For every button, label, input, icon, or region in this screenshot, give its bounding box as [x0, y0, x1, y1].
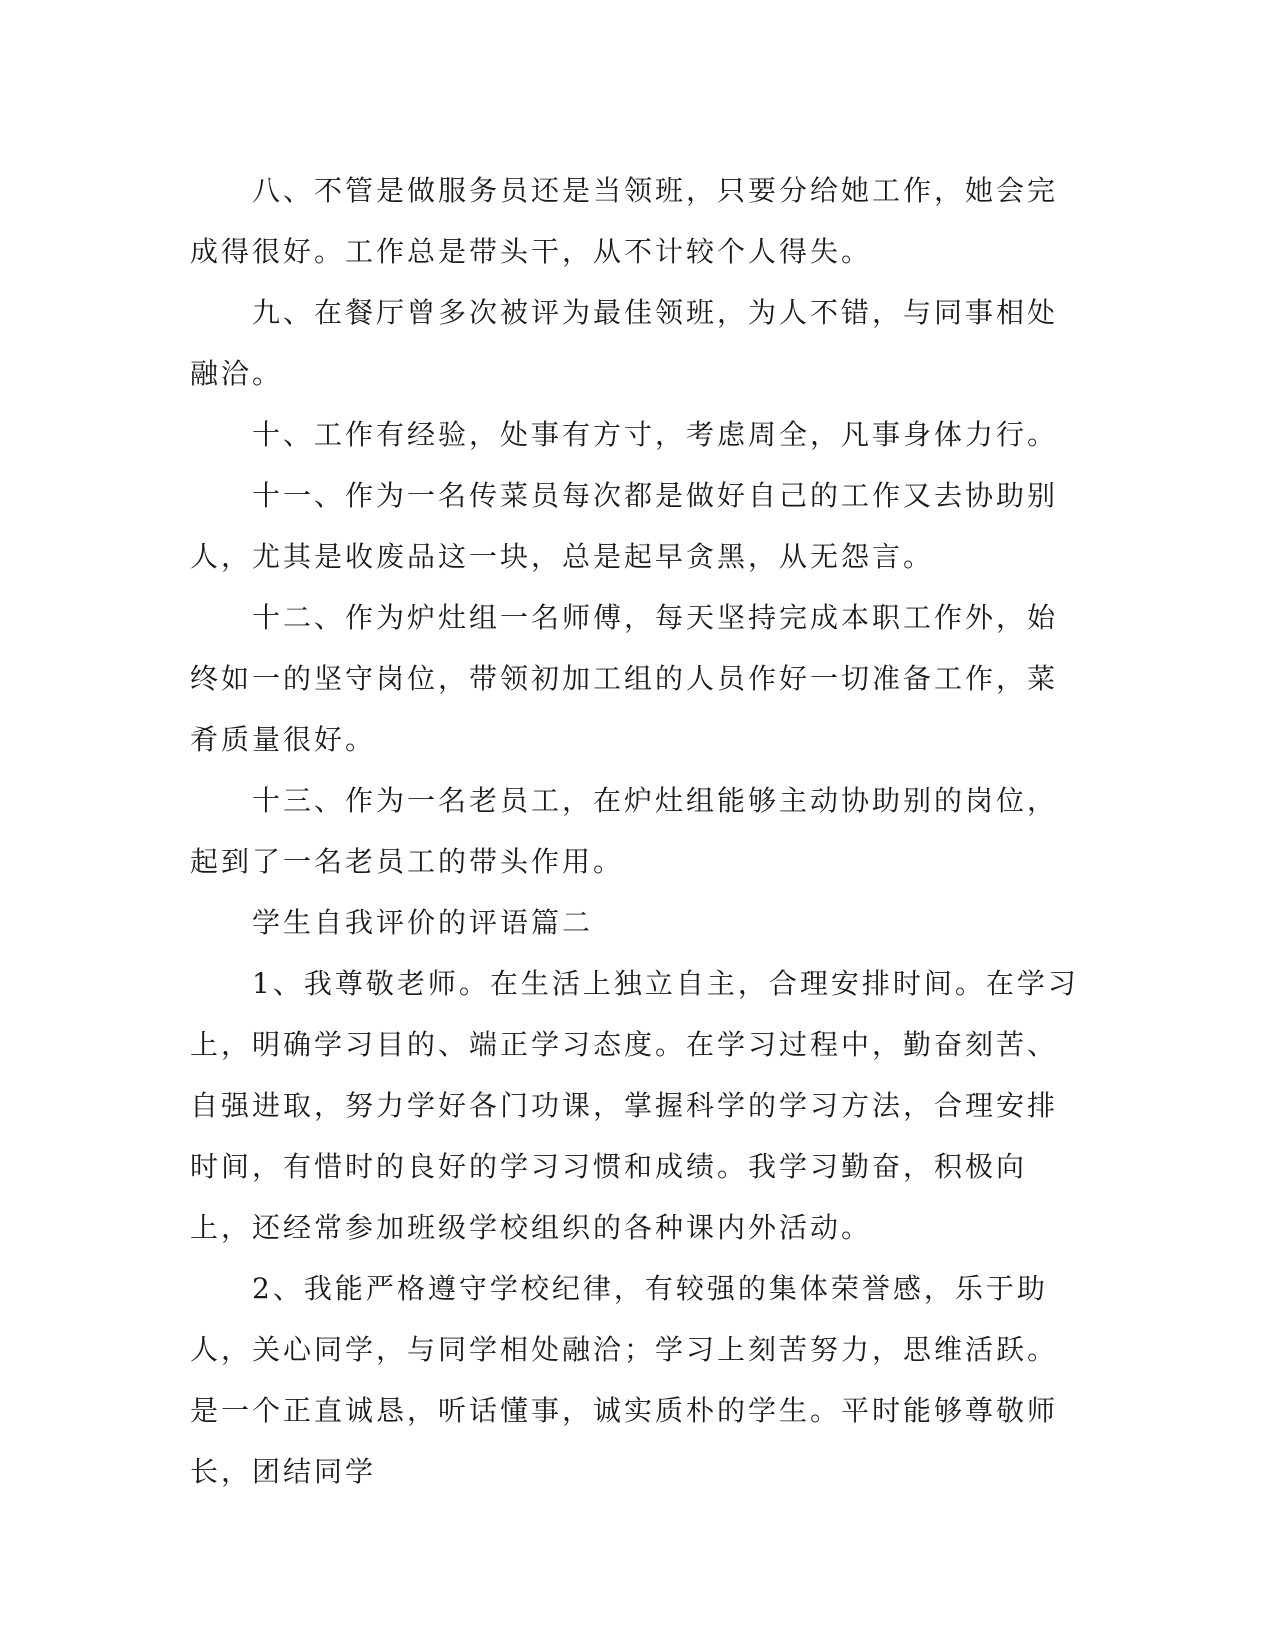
document-body — [190, 160, 1085, 1502]
paragraph-10: 十、工作有经验，处事有方寸，考虑周全，凡事身体力行。 — [252, 418, 1059, 451]
paragraph-12: 十二、作为炉灶组一名师傅，每天坚持完成本职工作外，始终如一的坚守岗位，带领初加工组的人员作好一切准备工作，菜肴质量很好。 — [190, 601, 1059, 756]
paragraph-13: 十三、作为一名老员工，在炉灶组能够主动协助别的岗位，起到了一名老员工的带头作用。 — [190, 784, 1059, 878]
section-heading: 学生自我评价的评语篇二 — [252, 906, 594, 939]
paragraph-11: 十一、作为一名传菜员每次都是做好自己的工作又去协助别人，尤其是收废品这一块，总是起早贪黑，从无怨言。 — [190, 479, 1059, 573]
paragraph-8: 八、不管是做服务员还是当领班，只要分给她工作，她会完成得很好。工作总是带头干，从不计较个人得失。 — [190, 174, 1059, 268]
section-paragraph-2: 2、我能严格遵守学校纪律，有较强的集体荣誉感，乐于助人，关心同学，与同学相处融洽；学习上刻苦努力，思维活跃。是一个正直诚恳，听话懂事，诚实质朴的学生。平时能够尊敬师长，团结同学 — [190, 1272, 1059, 1488]
section-paragraph-1: 1、我尊敬老师。在生活上独立自主，合理安排时间。在学习上，明确学习目的、端正学习态度。在学习过程中，勤奋刻苦、自强进取，努力学好各门功课，掌握科学的学习方法，合理安排时间，有惜时的良好的学习习惯和成绩。我学习勤奋，积极向上，还经常参加班级学校组织的各种课内外活动。 — [190, 967, 1079, 1244]
paragraph-9: 九、在餐厅曾多次被评为最佳领班，为人不错，与同事相处融洽。 — [190, 296, 1059, 390]
